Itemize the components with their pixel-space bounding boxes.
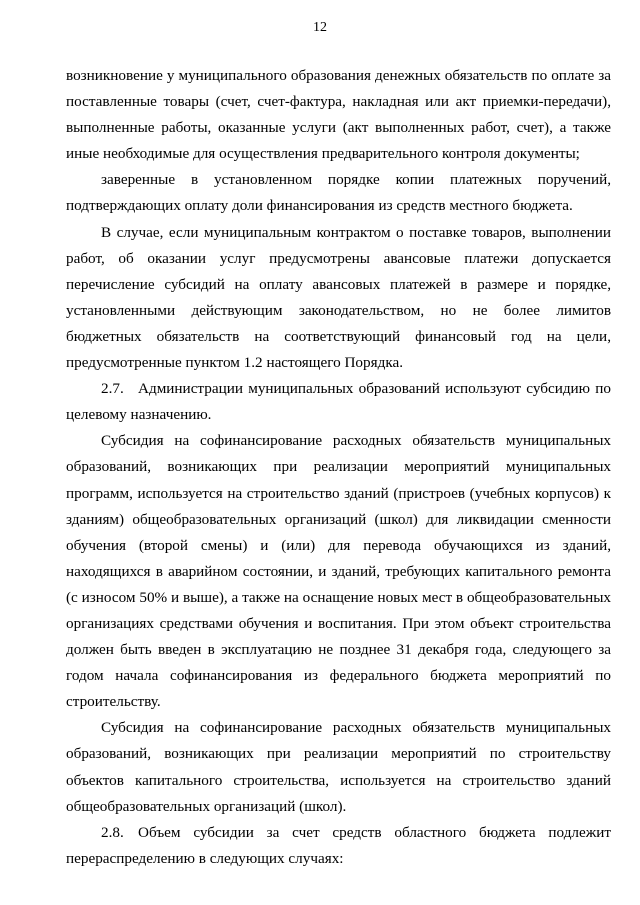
- document-body: [66, 63, 611, 872]
- paragraph-subsidy-capital-construction: Субсидия на софинансирование расходных обязательств муниципальных образований, возникающих при реализации мероприятий по строительству объектов капитального строительства, используется на строительство зданий общеобразовательных организаций (школ).: [66, 719, 611, 815]
- paragraph-payment-orders: заверенные в установленном порядке копии платежных поручений, подтверждающих оплату доли финансирования из средств местного бюджета.: [66, 171, 611, 215]
- page-number: 12: [313, 20, 327, 35]
- paragraph-subsidy-programs: Субсидия на софинансирование расходных обязательств муниципальных образований, возникающих при реализации мероприятий муниципальных программ, используется на строительство зданий (пристроев (учебных корпусов) к зданиям) общеобразовательных организаций (школ) для ликвидации сменности обучения (второй смены) и (или) для перевода обучающихся из зданий, находящихся в аварийном состоянии, и зданий, требующих капитального ремонта (с износом 50% и выше), а также на оснащение новых мест в общеобразовательных организациях средствами обучения и воспитания. При этом объект строительства должен быть введен в эксплуатацию не позднее 31 декабря года, следующего за годом начала софинансирования из федерального бюджета мероприятий по строительству.: [66, 432, 611, 711]
- clause-text: Объем субсидии за счет средств областного бюджета подлежит перераспределению в следующих случаях:: [66, 823, 611, 867]
- clause-2-7: [66, 376, 611, 428]
- paragraph-advance-payments: В случае, если муниципальным контрактом о поставке товаров, выполнении работ, об оказании услуг предусмотрены авансовые платежи допускается перечисление субсидий на оплату авансовых платежей в размере и порядке, установленными действующим законодательством, но не более лимитов бюджетных обязательств на соответствующий финансовый год на цели, предусмотренные пунктом 1.2 настоящего Порядка.: [66, 223, 611, 372]
- clause-text: Администрации муниципальных образований используют субсидию по целевому назначению.: [66, 380, 611, 424]
- clause-number: 2.8.: [101, 823, 124, 841]
- clause-2-8: [66, 820, 611, 872]
- clause-number: 2.7.: [101, 380, 124, 398]
- paragraph-payment-documents: возникновение у муниципального образования денежных обязательств по оплате за поставленные товары (счет, счет-фактура, накладная или акт приемки-передачи), выполненные работы, оказанные услуги (акт выполненных работ, счет), а также иные необходимые для осуществления предварительного контроля документы;: [66, 67, 611, 163]
